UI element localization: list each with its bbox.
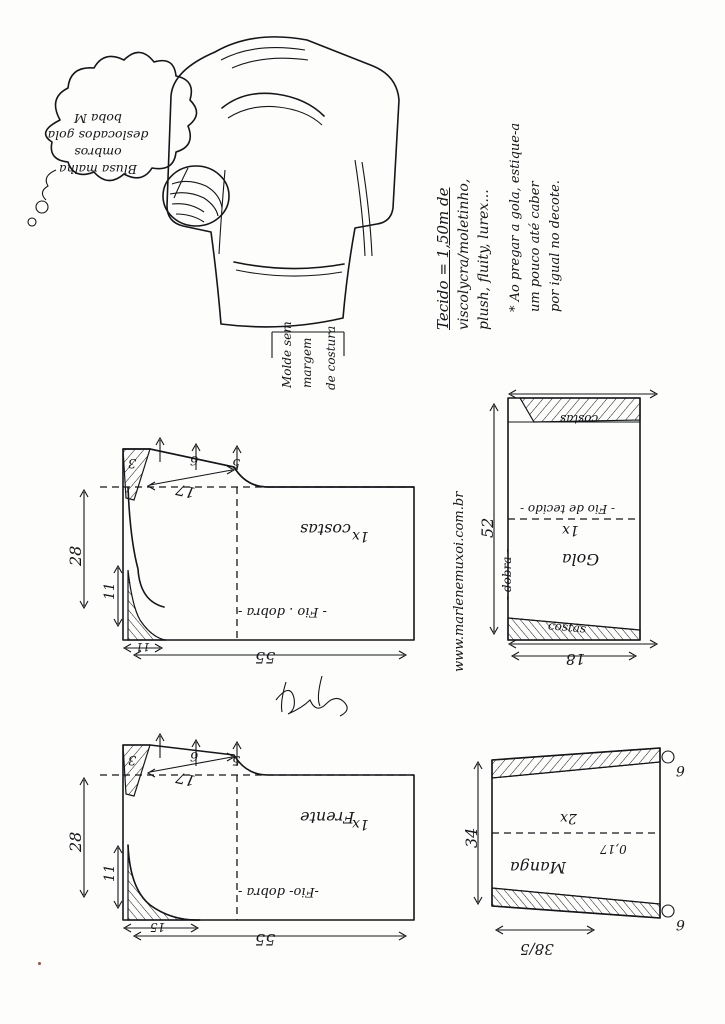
sleeve-width-measure: 38/5 bbox=[520, 940, 554, 958]
front-height-measure: 28 bbox=[66, 831, 85, 852]
back-height-measure: 28 bbox=[66, 545, 85, 566]
collar-width-measure: 18 bbox=[566, 650, 586, 668]
fabric-line-2: viscolycra/moletinho, bbox=[456, 178, 472, 330]
back-width-measure: 55 bbox=[255, 648, 276, 667]
collar-tip-line-1: * Ao pregar a gola, estique-a bbox=[508, 122, 523, 312]
sleeve-bottom-right-measure: 6 bbox=[676, 916, 685, 932]
front-piece-name: Frente bbox=[300, 808, 355, 827]
watermark: www.marlenemuxoi.com.br bbox=[452, 491, 467, 672]
back-piece-name: costas bbox=[300, 520, 351, 539]
front-fold-label: -Fio- dobra - bbox=[238, 884, 319, 899]
sleeve-piece-outline bbox=[474, 748, 674, 934]
signature-mark bbox=[276, 676, 347, 716]
collar-piece-name: Gola bbox=[562, 550, 600, 569]
no-seam-line-3: de costura bbox=[324, 325, 338, 390]
back-piece-outline bbox=[80, 438, 414, 659]
collar-tip-line-2: um pouco até caber bbox=[528, 181, 543, 312]
no-seam-line-1: Molde sem bbox=[280, 321, 294, 388]
back-armhole-measure: 11 bbox=[102, 582, 118, 600]
front-piece-qty: 1x bbox=[352, 816, 369, 832]
back-shoulder-run: 17 bbox=[174, 480, 197, 502]
collar-grain-label: - Fio de tecido - bbox=[520, 502, 615, 516]
front-shoulder-run: 17 bbox=[174, 768, 197, 790]
front-bottom-small-measure: 15 bbox=[150, 920, 166, 934]
sleeve-piece-name: Manga bbox=[510, 858, 567, 877]
front-width-measure: 55 bbox=[255, 930, 276, 949]
paper-speck bbox=[38, 962, 41, 965]
front-armhole-measure: 11 bbox=[102, 864, 118, 882]
front-neck-b: 5 bbox=[232, 752, 241, 767]
back-piece-qty: 1x bbox=[352, 528, 369, 544]
back-fold-label: - Fio . dobra - bbox=[238, 604, 327, 619]
front-shoulder-drop: 3 bbox=[128, 752, 137, 767]
sleeve-piece-qty: 2x bbox=[560, 810, 577, 826]
collar-height-measure: 52 bbox=[478, 517, 497, 538]
sleeve-mid-right-measure: 0,17 bbox=[600, 842, 627, 856]
back-neck-b: 5 bbox=[232, 455, 241, 470]
collar-fold-label: - dobra - bbox=[500, 548, 514, 600]
collar-tip-line-3: por igual no decote. bbox=[548, 180, 563, 312]
fabric-title: Tecido = 1,50m de bbox=[434, 187, 452, 330]
back-bottom-small-measure: 11 bbox=[136, 640, 150, 653]
garment-sketch bbox=[163, 37, 399, 327]
fabric-line-3: plush, fluity, lurex... bbox=[476, 189, 492, 330]
back-neck-a: 6 bbox=[190, 452, 199, 467]
front-neck-a: 6 bbox=[190, 748, 199, 763]
collar-piece-qty: 1x bbox=[562, 522, 579, 538]
title-cloud-text: Blusa malha ombros deslocados gola boba M bbox=[47, 111, 149, 177]
collar-edge-top: costas bbox=[560, 412, 599, 426]
sleeve-height-measure: 34 bbox=[462, 827, 481, 848]
no-seam-line-2: margem bbox=[300, 337, 314, 388]
collar-edge-bottom: costas bbox=[547, 618, 587, 636]
back-shoulder-drop: 3 bbox=[128, 455, 137, 470]
sleeve-top-right-measure: 6 bbox=[676, 762, 685, 778]
